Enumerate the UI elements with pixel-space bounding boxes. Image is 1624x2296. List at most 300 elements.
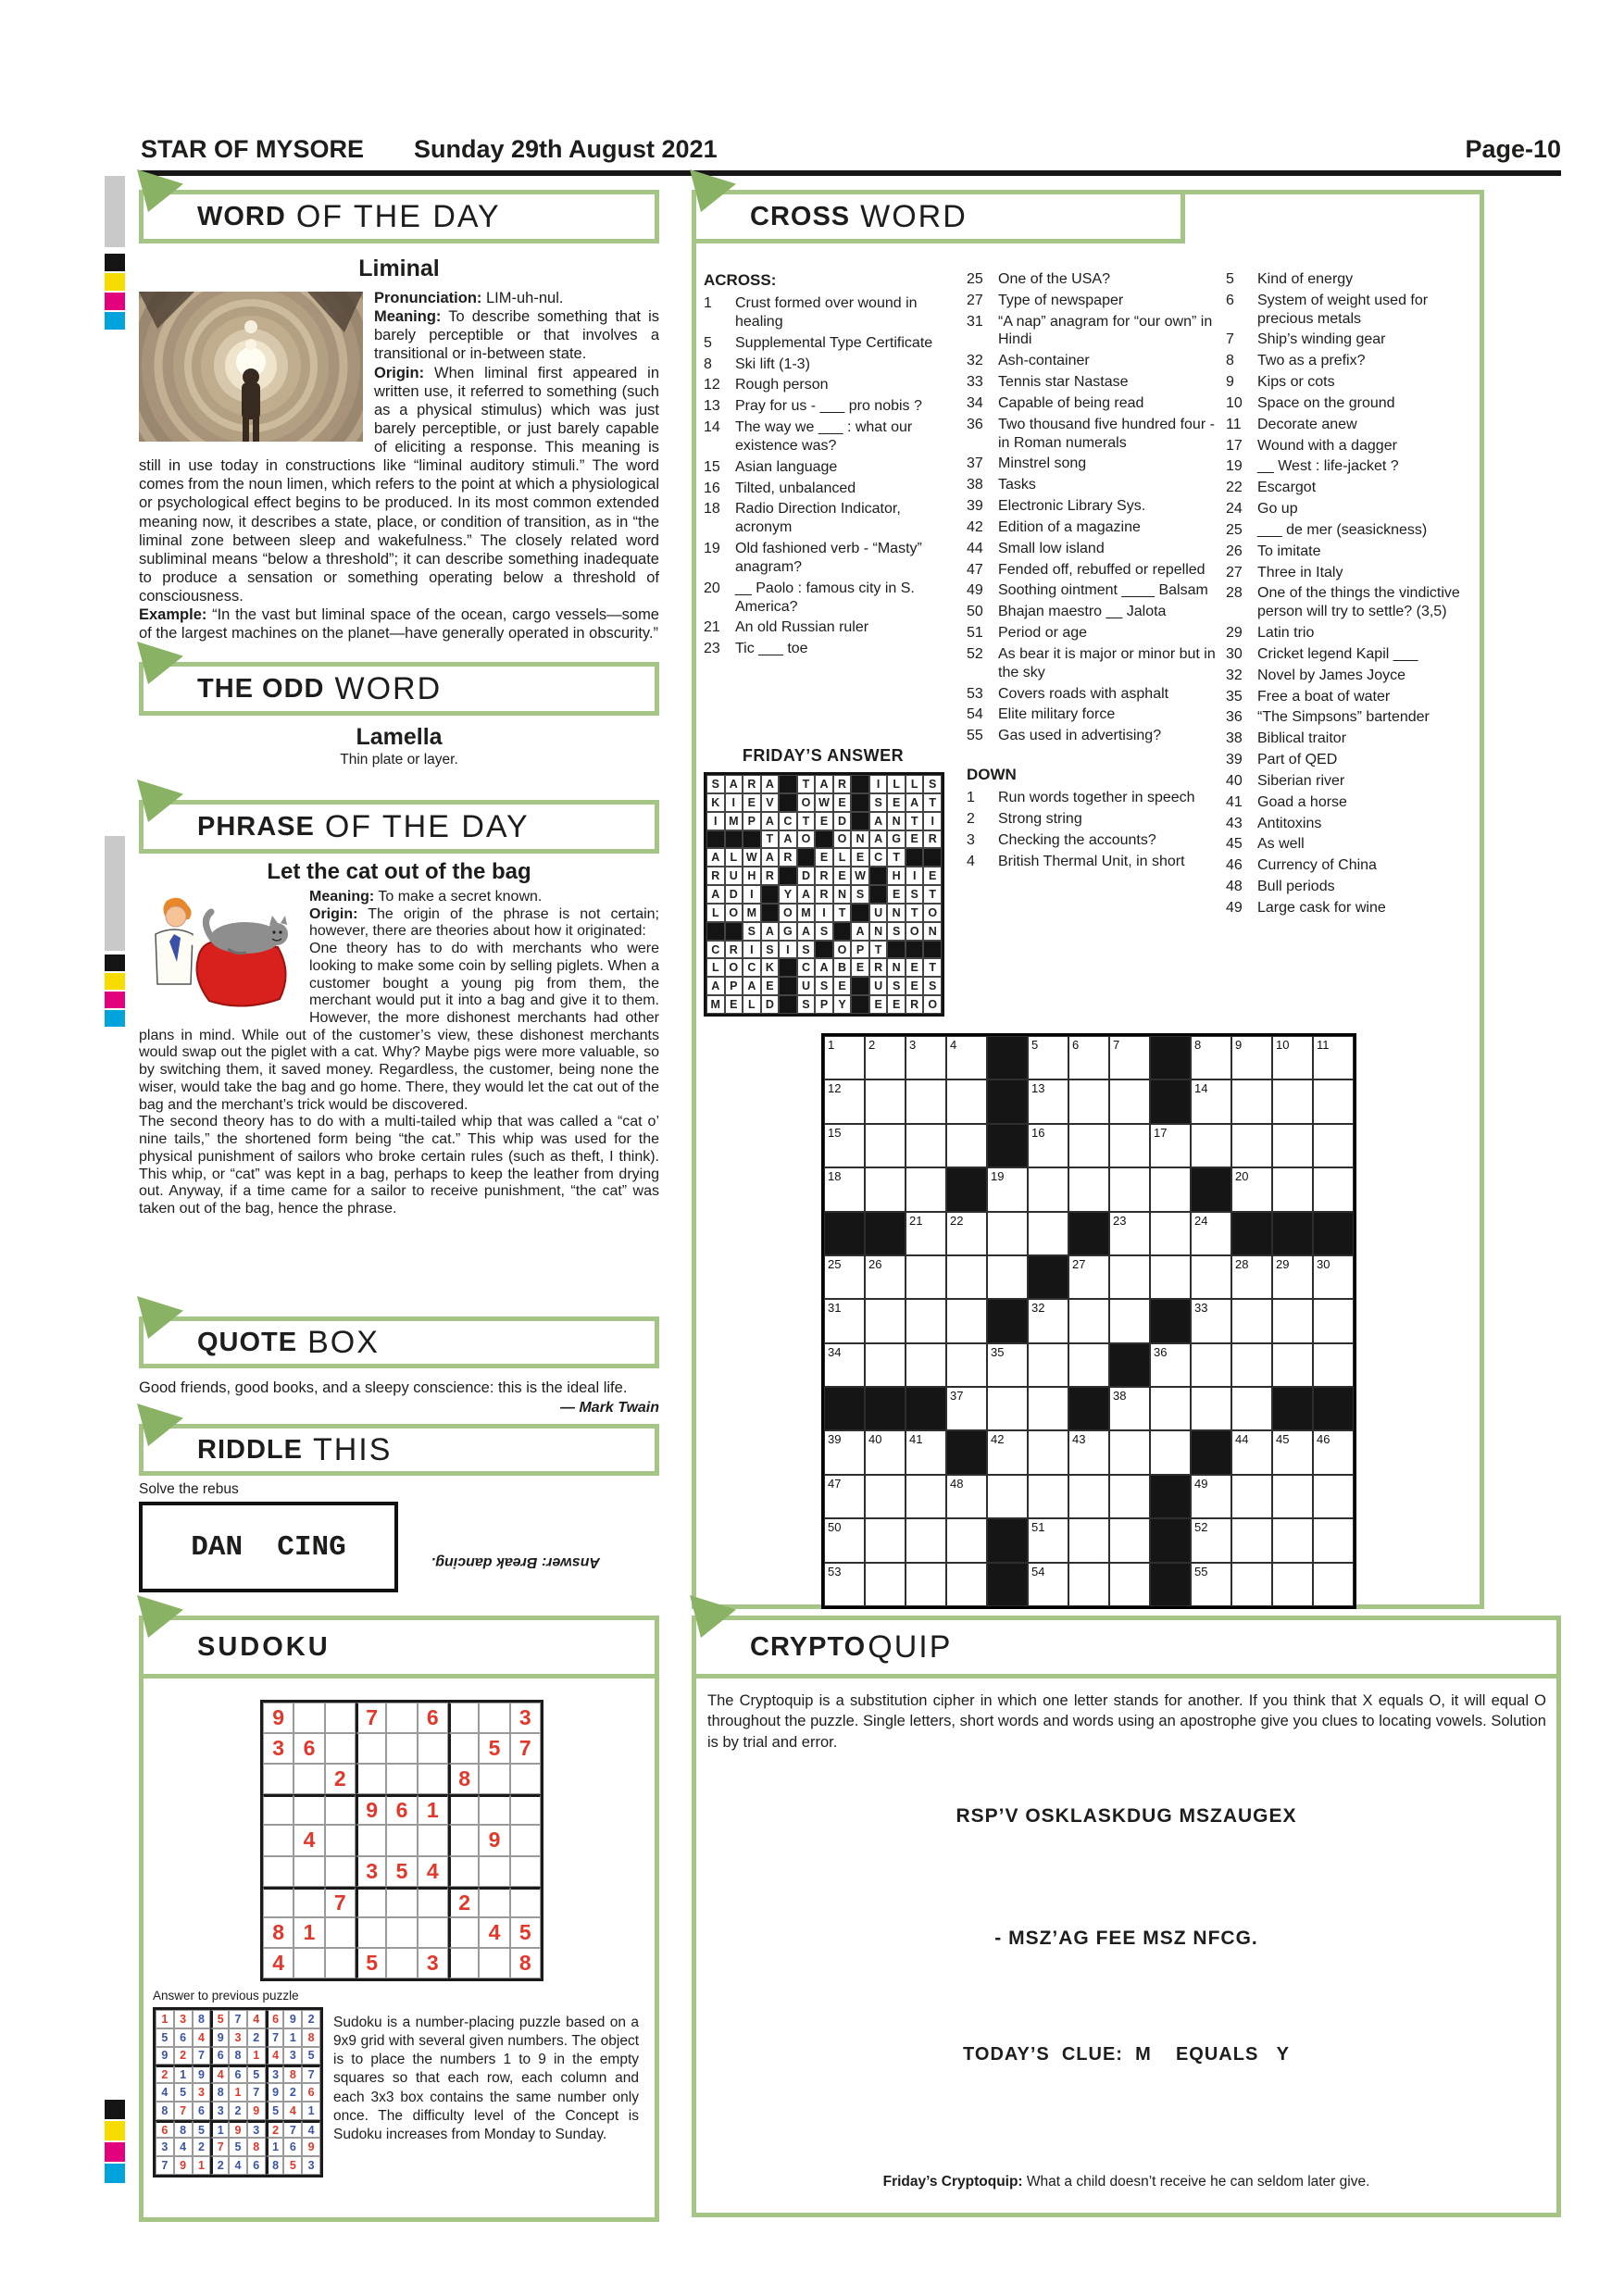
clue-row xyxy=(704,640,956,658)
sudoku-digit: 5 xyxy=(366,1950,379,1975)
crossword-cell xyxy=(1150,1387,1191,1430)
sudoku-cell xyxy=(210,2083,229,2102)
friday-answer-cell: U xyxy=(869,904,888,922)
sudoku-cell xyxy=(510,1794,541,1825)
sudoku-cell xyxy=(229,2010,247,2028)
header-separator xyxy=(696,1674,1556,1678)
friday-answer-cell xyxy=(779,977,797,995)
crossword-cell-number: 15 xyxy=(828,1125,842,1140)
fridays-answer-title: FRIDAY’S ANSWER xyxy=(742,746,905,765)
friday-answer-cell: G xyxy=(887,830,906,849)
sudoku-digit: 7 xyxy=(289,2123,296,2137)
sudoku-cell xyxy=(325,1733,356,1764)
sudoku-digit: 6 xyxy=(289,2140,296,2154)
crossword-cell-number: 52 xyxy=(1194,1520,1208,1535)
crossword-cell xyxy=(1272,1299,1313,1342)
sudoku-cell xyxy=(247,2028,266,2047)
sudoku-cell xyxy=(263,1948,294,1978)
sudoku-cell xyxy=(174,2102,193,2120)
word-of-day-body: Pronunciation: LIM-uh-nul. Meaning: To describe something that is barely perceptible or that involves a transitional or in-between state. Origin: When liminal first appeared in written use, it referred to something (such as a physical stimulus) which was just barely perceptible, or just barely capable of eliciting a response. This meaning is still in use today in constructions like “liminal auditory stimuli.” The word comes from the noun limen, which refers to the point at which a physiological or psychological effect begins to be produced. In its most common extended meaning now, it describes a state, place, or condition of transition, as in “the liminal zone between sleep and wakefulness.” The closely related word subliminal means “below a threshold”; it can describe something inadequate to produce a sensation or something operating below a threshold of consciousness. Example: “In the vast but liminal space of the ocean, cargo vessels—some of the largest machines on the planet—have generally operated in obscurity.” xyxy=(139,289,659,655)
clue-row xyxy=(1226,437,1481,455)
sudoku-cell xyxy=(479,1887,509,1917)
clue-number: 12 xyxy=(704,377,720,393)
clue-text: Large cask for wine xyxy=(1257,899,1386,916)
crossword-cell xyxy=(1150,1255,1191,1299)
crossword-cell xyxy=(1313,1387,1354,1430)
friday-answer-cell: T xyxy=(923,885,942,904)
friday-answer-cell: L xyxy=(833,848,852,867)
clue-row xyxy=(967,416,1218,453)
friday-answer-cell xyxy=(833,922,852,941)
clue-number: 19 xyxy=(704,541,720,557)
clue-number: 8 xyxy=(1226,353,1234,369)
crossword-cell xyxy=(1150,1430,1191,1474)
clue-number: 39 xyxy=(1226,752,1243,768)
crossword-cell xyxy=(865,1299,906,1342)
friday-answer-cell: W xyxy=(743,848,761,867)
friday-answer-cell: S xyxy=(743,922,761,941)
clue-number: 44 xyxy=(967,540,983,556)
clue-text: Decorate anew xyxy=(1257,416,1357,432)
clue-text: Part of QED xyxy=(1257,752,1338,768)
clue-text: Wound with a dagger xyxy=(1257,437,1397,454)
friday-answer-cell: O xyxy=(923,904,942,922)
clue-row xyxy=(1226,667,1481,685)
friday-answer-cell xyxy=(815,830,833,849)
sudoku-digit: 3 xyxy=(307,2159,315,2173)
clue-text: Currency of China xyxy=(1257,857,1377,874)
friday-answer-cell xyxy=(761,885,780,904)
friday-answer-cell: W xyxy=(815,793,833,812)
friday-answer-cell: E xyxy=(851,848,869,867)
crossword-cell xyxy=(1068,1563,1109,1606)
friday-answer-cell: E xyxy=(906,958,924,977)
header-light: BOX xyxy=(307,1324,380,1360)
friday-answer-cell xyxy=(706,830,725,849)
clue-row xyxy=(1226,708,1481,727)
crossword-cell-number: 41 xyxy=(909,1432,923,1447)
registration-yellow-square xyxy=(105,973,125,990)
crossword-cell xyxy=(1109,1387,1150,1430)
crossword-cell xyxy=(1191,1343,1231,1387)
friday-answer-cell: A xyxy=(761,848,780,867)
sudoku-digit: 5 xyxy=(217,2012,224,2026)
crossword-cell xyxy=(824,1167,865,1211)
clue-text: Cricket legend Kapil ___ xyxy=(1257,645,1418,662)
tunnel-photo xyxy=(139,292,363,442)
sudoku-digit: 4 xyxy=(303,1828,316,1853)
crossword-cell-number: 17 xyxy=(1154,1125,1168,1140)
clue-text: Ski lift (1-3) xyxy=(735,356,810,372)
sudoku-cell xyxy=(302,2065,320,2083)
sudoku-cell xyxy=(156,2065,174,2083)
sudoku-cell xyxy=(266,2102,284,2120)
sudoku-cell xyxy=(247,2047,266,2065)
friday-answer-cell: I xyxy=(779,941,797,959)
quote-text: Good friends, good books, and a sleepy conscience: this is the ideal life. xyxy=(139,1379,628,1396)
clue-text: “A nap” anagram for “our own” in Hindi xyxy=(998,313,1213,348)
clue-number: 24 xyxy=(1226,501,1243,518)
clue-row xyxy=(1226,730,1481,748)
sudoku-digit: 1 xyxy=(303,1919,316,1944)
sudoku-digit: 4 xyxy=(272,2049,280,2063)
sudoku-digit: 2 xyxy=(161,2068,169,2082)
clue-row xyxy=(704,334,956,353)
crossword-cell xyxy=(1109,1167,1150,1211)
friday-answer-cell: H xyxy=(743,867,761,885)
crossword-cell xyxy=(1028,1430,1068,1474)
crossword-cell xyxy=(906,1167,946,1211)
sudoku-cell xyxy=(302,2120,320,2139)
header-light: OF THE DAY xyxy=(295,198,501,234)
clue-number: 34 xyxy=(967,394,983,411)
crossword-cell xyxy=(824,1212,865,1255)
header-strong: QUOTE xyxy=(197,1327,298,1357)
friday-answer-cell xyxy=(706,922,725,941)
friday-answer-cell: R xyxy=(815,867,833,885)
sudoku-cell xyxy=(263,1856,294,1887)
cryptoquip-section xyxy=(692,1616,1561,2217)
sudoku-cell xyxy=(510,1825,541,1855)
friday-answer-cell: E xyxy=(743,793,761,812)
fridays-answer-grid xyxy=(704,772,944,1017)
friday-answer-cell: E xyxy=(923,867,942,885)
friday-answer-cell xyxy=(815,941,833,959)
sudoku-cell xyxy=(247,2138,266,2156)
crossword-cell xyxy=(1313,1343,1354,1387)
crossword-cell xyxy=(1231,1255,1272,1299)
friday-answer-cell: N xyxy=(869,922,888,941)
crossword-cell xyxy=(865,1518,906,1562)
friday-answer-cell: O xyxy=(833,941,852,959)
crossword-cell xyxy=(1068,1430,1109,1474)
crossword-cell xyxy=(906,1124,946,1167)
clue-row xyxy=(1226,815,1481,833)
sudoku-digit: 5 xyxy=(197,2123,205,2137)
crossword-cell xyxy=(1313,1518,1354,1562)
clue-row xyxy=(704,580,956,617)
crossword-cell-number: 42 xyxy=(991,1432,1005,1447)
crossword-cell xyxy=(1109,1124,1150,1167)
friday-answer-cell: R xyxy=(725,941,743,959)
crossword-cell xyxy=(1068,1167,1109,1211)
sudoku-cell xyxy=(294,1703,324,1733)
crossword-cell xyxy=(1272,1343,1313,1387)
clue-number: 9 xyxy=(1226,374,1234,391)
crossword-cell xyxy=(1231,1212,1272,1255)
sudoku-digit: 3 xyxy=(366,1858,379,1883)
friday-answer-cell: T xyxy=(923,793,942,812)
clue-row xyxy=(967,394,1218,413)
crossword-cell-number: 9 xyxy=(1235,1038,1243,1052)
clue-text: Novel by James Joyce xyxy=(1257,667,1406,683)
clue-row xyxy=(967,292,1218,310)
crossword-cell xyxy=(1272,1430,1313,1474)
crossword-cell xyxy=(1313,1563,1354,1606)
crossword-cell xyxy=(824,1299,865,1342)
crossword-cell xyxy=(906,1299,946,1342)
sudoku-digit: 2 xyxy=(253,2030,260,2044)
sudoku-digit: 2 xyxy=(180,2049,187,2063)
crossword-cell xyxy=(987,1430,1028,1474)
sudoku-cell xyxy=(510,1733,541,1764)
sudoku-cell xyxy=(448,1733,479,1764)
clue-text: ___ de mer (seasickness) xyxy=(1257,521,1428,538)
friday-answer-cell: T xyxy=(869,941,888,959)
clue-number: 8 xyxy=(704,356,712,372)
sudoku-cell xyxy=(294,1917,324,1948)
clue-number: 14 xyxy=(704,419,720,436)
word-of-day-word: Liminal xyxy=(358,256,440,281)
clue-row xyxy=(967,518,1218,537)
crossword-cell xyxy=(1109,1430,1150,1474)
clue-number: 48 xyxy=(1226,879,1243,895)
clue-number: 47 xyxy=(967,561,983,578)
sudoku-digit: 3 xyxy=(272,1736,285,1761)
sudoku-cell xyxy=(193,2102,211,2120)
crossword-cell-number: 8 xyxy=(1194,1038,1202,1052)
crossword-cell xyxy=(906,1563,946,1606)
sudoku-cell xyxy=(325,1825,356,1855)
sudoku-cell xyxy=(229,2065,247,2083)
friday-answer-cell: A xyxy=(706,848,725,867)
sudoku-cell xyxy=(174,2120,193,2139)
crossword-cell-number: 50 xyxy=(828,1520,842,1535)
crossword-cell xyxy=(906,1343,946,1387)
registration-gray-bar xyxy=(105,836,125,951)
clue-text: __ Paolo : famous city in S. America? xyxy=(735,580,915,615)
clue-text: Antitoxins xyxy=(1257,815,1322,831)
sudoku-cell xyxy=(448,1794,479,1825)
sudoku-answer-grid xyxy=(153,2007,323,2177)
clue-number: 55 xyxy=(967,728,983,744)
sudoku-digit: 7 xyxy=(272,2030,280,2044)
sudoku-cell xyxy=(418,1948,448,1978)
friday-answer-cell: A xyxy=(761,775,780,793)
friday-answer-cell xyxy=(761,904,780,922)
clue-row xyxy=(967,540,1218,558)
clue-number: 27 xyxy=(1226,564,1243,580)
friday-answer-cell: D xyxy=(761,995,780,1014)
registration-yellow-square xyxy=(105,273,125,291)
crossword-cell xyxy=(1028,1563,1068,1606)
sudoku-cell xyxy=(479,1764,509,1794)
sudoku-section xyxy=(139,1616,659,2222)
sudoku-cell xyxy=(210,2047,229,2065)
clue-text: Tasks xyxy=(998,477,1036,493)
crossword-cell xyxy=(824,1563,865,1606)
crossword-cell xyxy=(946,1343,987,1387)
sudoku-cell xyxy=(386,1794,417,1825)
friday-answer-cell: A xyxy=(869,812,888,830)
clue-list-heading: ACROSS: xyxy=(704,271,777,289)
sudoku-cell xyxy=(156,2083,174,2102)
crossword-cell xyxy=(1313,1036,1354,1079)
crossword-cell-number: 37 xyxy=(950,1389,964,1404)
sudoku-digit: 9 xyxy=(234,2123,242,2137)
clue-row xyxy=(967,455,1218,473)
crossword-cell xyxy=(1068,1475,1109,1518)
sudoku-cell xyxy=(418,1825,448,1855)
clue-row xyxy=(704,618,956,637)
clue-row xyxy=(1226,772,1481,791)
sudoku-digit: 1 xyxy=(217,2123,224,2137)
crossword-cell-number: 29 xyxy=(1276,1256,1290,1271)
crossword-cell-number: 18 xyxy=(828,1169,842,1184)
clue-row xyxy=(967,270,1218,289)
friday-answer-cell: U xyxy=(725,867,743,885)
friday-answer-cell: A xyxy=(761,812,780,830)
crossword-cell-number: 44 xyxy=(1235,1432,1249,1447)
clue-text: Ash-container xyxy=(998,353,1090,369)
sudoku-cell xyxy=(229,2083,247,2102)
crossword-cell xyxy=(987,1255,1028,1299)
friday-answer-cell: M xyxy=(706,995,725,1014)
clue-text: Tilted, unbalanced xyxy=(735,480,856,496)
crossword-cell xyxy=(1191,1255,1231,1299)
clue-number: 11 xyxy=(1226,416,1242,432)
phrase-of-day-header xyxy=(139,800,659,854)
sudoku-cell xyxy=(325,1948,356,1978)
sudoku-cell xyxy=(510,1703,541,1733)
sudoku-cell xyxy=(266,2047,284,2065)
crossword-clues-column-2 xyxy=(967,270,1218,873)
crossword-cell xyxy=(1028,1475,1068,1518)
clue-text: Bhajan maestro __ Jalota xyxy=(998,604,1167,620)
sudoku-digit: 4 xyxy=(272,1950,285,1975)
sudoku-cell xyxy=(448,1917,479,1948)
sudoku-cell xyxy=(283,2065,302,2083)
sudoku-digit: 4 xyxy=(234,2159,242,2173)
crossword-cell-number: 22 xyxy=(950,1213,964,1228)
friday-answer-cell: E xyxy=(833,867,852,885)
crossword-cell xyxy=(1191,1036,1231,1079)
clue-number: 37 xyxy=(967,455,983,472)
crossword-cell-number: 1 xyxy=(828,1038,835,1052)
crossword-cell xyxy=(946,1430,987,1474)
clue-text: Period or age xyxy=(998,625,1088,642)
sudoku-cell xyxy=(229,2156,247,2175)
sudoku-cell xyxy=(510,1887,541,1917)
friday-answer-cell: N xyxy=(887,958,906,977)
crossword-cell xyxy=(1068,1036,1109,1079)
friday-answer-cell: I xyxy=(923,812,942,830)
crossword-cell-number: 31 xyxy=(828,1301,842,1316)
sudoku-cell xyxy=(356,1733,386,1764)
clue-row xyxy=(967,853,1218,871)
crossword-cell xyxy=(1150,1124,1191,1167)
friday-answer-cell: E xyxy=(887,995,906,1014)
clue-row xyxy=(967,603,1218,621)
clue-number: 43 xyxy=(1226,815,1243,831)
clue-row xyxy=(967,313,1218,350)
sudoku-cell xyxy=(418,1887,448,1917)
clue-number: 46 xyxy=(1226,857,1243,874)
sudoku-digit: 3 xyxy=(217,2103,224,2117)
clue-number: 15 xyxy=(704,458,720,475)
clue-row xyxy=(1226,373,1481,392)
crossword-cell-number: 36 xyxy=(1154,1344,1168,1359)
clue-row xyxy=(1226,856,1481,875)
crossword-clues-column-1 xyxy=(704,270,956,661)
friday-answer-cell: O xyxy=(797,793,816,812)
friday-answer-cell: O xyxy=(725,958,743,977)
friday-answer-cell: E xyxy=(906,977,924,995)
sudoku-digit: 2 xyxy=(307,2012,315,2026)
clue-text: Two thousand five hundred four - in Roman numerals xyxy=(998,416,1215,451)
friday-answer-cell: A xyxy=(725,775,743,793)
sudoku-digit: 7 xyxy=(307,2068,315,2082)
crossword-cell xyxy=(1068,1079,1109,1123)
sudoku-cell xyxy=(302,2083,320,2102)
friday-answer-cell: E xyxy=(833,793,852,812)
clue-text: Escargot xyxy=(1257,480,1317,496)
clue-text: Ship’s winding gear xyxy=(1257,331,1386,348)
sudoku-cell xyxy=(479,1856,509,1887)
clue-number: 4 xyxy=(967,853,975,869)
clue-row xyxy=(1226,416,1481,434)
sudoku-cell xyxy=(386,1764,417,1794)
sudoku-cell xyxy=(386,1917,417,1948)
clue-row xyxy=(1226,899,1481,917)
clue-row xyxy=(967,645,1218,682)
friday-answer-cell xyxy=(851,793,869,812)
sudoku-cell xyxy=(325,1794,356,1825)
clue-text: Electronic Library Sys. xyxy=(998,498,1146,515)
crossword-cell xyxy=(987,1343,1028,1387)
friday-answer-cell: P xyxy=(851,941,869,959)
friday-answer-cell xyxy=(779,958,797,977)
clue-row xyxy=(704,376,956,394)
clue-number: 22 xyxy=(1226,480,1243,496)
sudoku-digit: 5 xyxy=(488,1736,501,1761)
sudoku-cell xyxy=(156,2120,174,2139)
clue-number: 16 xyxy=(704,480,720,496)
sudoku-digit: 4 xyxy=(197,2030,205,2044)
crossword-cell xyxy=(1272,1255,1313,1299)
clue-text: Type of newspaper xyxy=(998,292,1124,308)
crossword-cell-number: 35 xyxy=(991,1344,1005,1359)
friday-answer-cell: B xyxy=(833,958,852,977)
sudoku-cell xyxy=(263,1794,294,1825)
crossword-cell xyxy=(946,1563,987,1606)
friday-answer-cell: S xyxy=(887,977,906,995)
crossword-cell xyxy=(1272,1079,1313,1123)
friday-answer-cell: O xyxy=(833,830,852,849)
crossword-cell xyxy=(1150,1518,1191,1562)
clue-number: 29 xyxy=(1226,625,1243,642)
clue-number: 3 xyxy=(967,831,975,848)
sudoku-cell xyxy=(386,1948,417,1978)
friday-answer-cell: N xyxy=(887,904,906,922)
friday-answer-cell: R xyxy=(815,885,833,904)
friday-answer-cell: R xyxy=(779,848,797,867)
sudoku-cell xyxy=(193,2047,211,2065)
registration-cyan-square xyxy=(105,2164,125,2183)
friday-answer-cell: S xyxy=(761,941,780,959)
crossword-cell xyxy=(1231,1124,1272,1167)
sudoku-digit: 3 xyxy=(426,1950,439,1975)
clue-number: 41 xyxy=(1226,793,1243,810)
friday-answer-cell: T xyxy=(887,848,906,867)
friday-answer-cell: O xyxy=(779,904,797,922)
sudoku-cell xyxy=(247,2102,266,2120)
friday-answer-cell xyxy=(906,941,924,959)
clue-text: Siberian river xyxy=(1257,772,1345,789)
clue-number: 1 xyxy=(704,295,712,312)
crossword-cell xyxy=(1313,1255,1354,1299)
clue-row xyxy=(967,831,1218,850)
